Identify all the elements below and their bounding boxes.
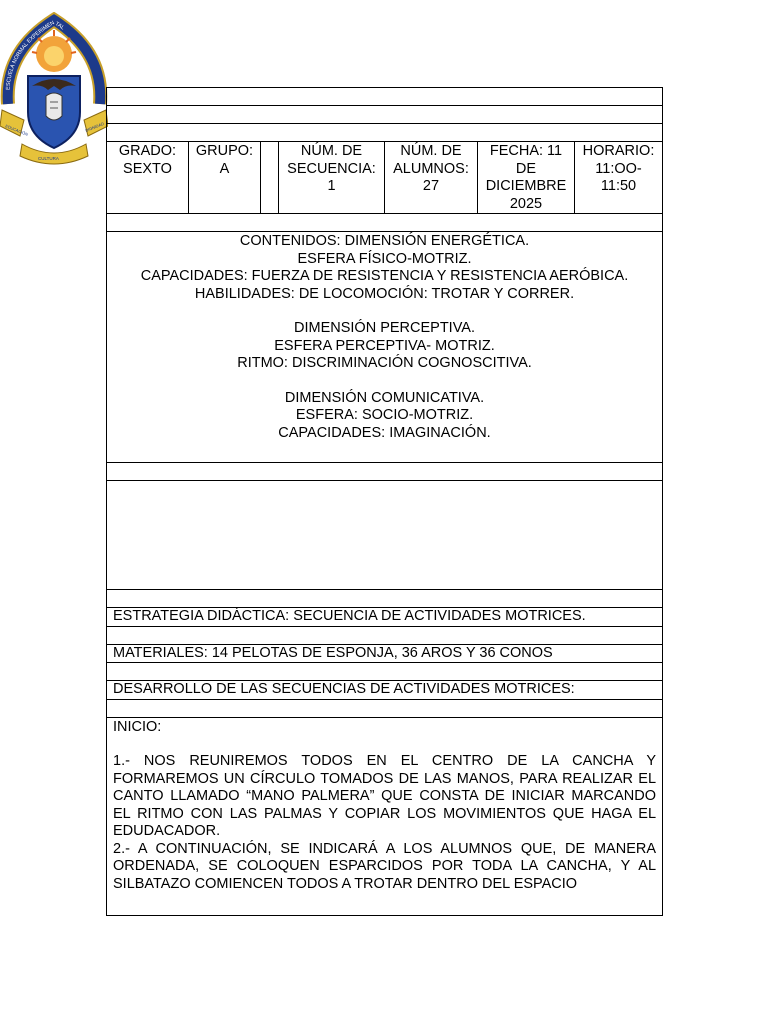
blank-row (107, 88, 663, 106)
school-logo (0, 12, 108, 172)
grupo-cell: GRUPO: A (189, 142, 261, 214)
activity-paragraph: 1.- NOS REUNIREMOS TODOS EN EL CENTRO DE LA CANCHA Y FORMAREMOS UN CÍRCULO TOMADOS DE LAS MANOS, PARA REALIZAR EL CANTO LLAMADO “MANO PALMERA” QUE CONSTA DE INICIAR MARCANDO EL RITMO CON LAS PALMAS Y COPIAR LOS MOVIMIENTOS QUE HAGA EL EDUDACADOR. (113, 753, 657, 839)
contenidos-line: CAPACIDADES: FUERZA DE RESISTENCIA Y RESISTENCIA AERÓBICA. (140, 268, 629, 284)
blank-row (107, 214, 663, 232)
grado-cell: GRADO: SEXTO (107, 142, 189, 214)
blank-row (107, 124, 663, 142)
logo-right-ribbon: DIGNIDAD (84, 120, 105, 133)
materiales-row (107, 644, 663, 663)
activity-paragraph: 2.- A CONTINUACIÓN, SE INDICARÁ A LOS ALUMNOS QUE, DE MANERA ORDENADA, SE COLOQUEN ESPARCIDOS POR TODA LA CANCHA, Y AL SILBATAZO COMIENCEN TODOS A TROTAR DENTRO DEL ESPACIO (113, 840, 657, 892)
materiales-text: MATERIALES: 14 PELOTAS DE ESPONJA, 36 AROS Y 36 CONOS (107, 644, 663, 663)
blank-row (107, 106, 663, 124)
logo-arc-text: ESCUELA NORMAL EXPERIMENTAL (5, 20, 66, 91)
contenidos-line: DIMENSIÓN PERCEPTIVA. (294, 320, 476, 336)
alumnos-cell: NÚM. DE ALUMNOS: 27 (385, 142, 478, 214)
desarrollo-row (107, 717, 663, 915)
contenidos-line: CONTENIDOS: DIMENSIÓN ENERGÉTICA. (239, 233, 530, 249)
horario-cell: HORARIO: 11:OO- 11:50 (575, 142, 663, 214)
contenidos-line: ESFERA: SOCIO-MOTRIZ. (295, 407, 474, 423)
blank-cell (261, 142, 279, 214)
desarrollo-title-row (107, 681, 663, 700)
lesson-plan-table (106, 87, 663, 916)
contenidos-line: DIMENSIÓN COMUNICATIVA. (284, 389, 485, 406)
fecha-cell: FECHA: 11 DE DICIEMBRE 2025 (478, 142, 575, 214)
contenidos-row (107, 232, 663, 463)
header-row (107, 142, 663, 214)
secuencia-cell: NÚM. DE SECUENCIA: 1 (279, 142, 385, 214)
estrategia-row (107, 608, 663, 627)
logo-left-ribbon: EDUCACIÓN (4, 123, 29, 137)
contenidos-line: RITMO: DISCRIMINACIÓN COGNOSCITIVA. (237, 355, 532, 371)
contenidos-line: ESFERA PERCEPTIVA- MOTRIZ. (274, 337, 495, 354)
blank-area (107, 481, 663, 590)
blank-row (107, 463, 663, 481)
inicio-label: INICIO: (113, 718, 162, 735)
contenidos-line: ESFERA FÍSICO-MOTRIZ. (297, 250, 472, 267)
blank-row (107, 699, 663, 717)
blank-row (107, 590, 663, 608)
desarrollo-title: DESARROLLO DE LAS SECUENCIAS DE ACTIVIDADES MOTRICES: (107, 681, 663, 700)
blank-row (107, 663, 663, 681)
blank-row (107, 626, 663, 644)
logo-middle-ribbon: CULTURA (38, 156, 59, 161)
contenidos-line: CAPACIDADES: IMAGINACIÓN. (278, 424, 491, 441)
contenidos-line: HABILIDADES: DE LOCOMOCIÓN: TROTAR Y CORRER. (194, 285, 575, 302)
estrategia-text: ESTRATEGIA DIDÁCTICA: SECUENCIA DE ACTIVIDADES MOTRICES. (107, 608, 663, 627)
